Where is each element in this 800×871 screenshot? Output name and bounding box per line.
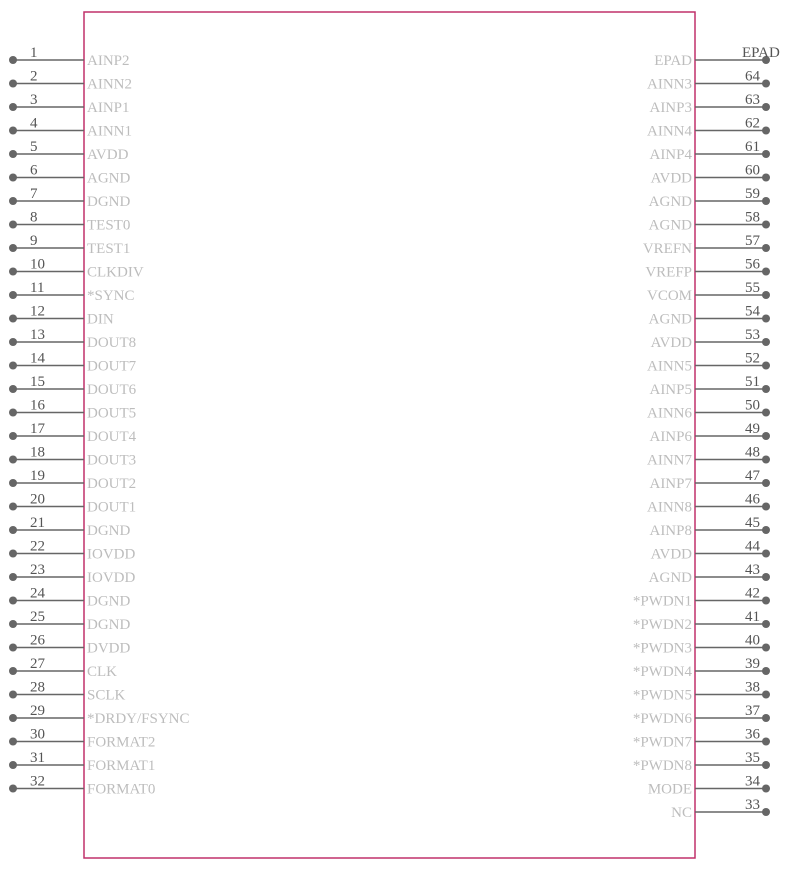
pin-name-label: AINN1	[87, 123, 132, 140]
pin-name-label: AINP6	[649, 429, 692, 445]
pin-left-6	[9, 163, 130, 187]
pin-name-label: *PWDN2	[632, 617, 692, 633]
pin-right-52	[647, 351, 770, 375]
pin-right-43	[649, 562, 770, 586]
left-pin-group	[9, 45, 190, 798]
pin-right-63	[649, 92, 770, 116]
pin-left-26	[9, 633, 130, 657]
pin-endpoint-dot	[9, 550, 17, 558]
pin-name-label: *PWDN3	[632, 640, 692, 657]
pin-endpoint-dot	[762, 479, 770, 487]
pin-number-label: 5	[30, 139, 38, 155]
pin-endpoint-dot	[9, 597, 17, 605]
pin-number-label: 26	[30, 632, 45, 649]
pin-endpoint-dot	[762, 526, 770, 534]
pin-name-label: AINN7	[647, 452, 692, 469]
pin-number-label: 22	[30, 538, 45, 555]
pin-number-label: 51	[745, 374, 760, 390]
pin-number-label: 32	[30, 773, 45, 790]
pin-endpoint-dot	[9, 315, 17, 323]
pin-right-39	[633, 656, 770, 680]
pin-right-61	[649, 139, 770, 163]
pin-name-label: AINP3	[649, 100, 692, 116]
pin-name-label: AINP4	[649, 147, 692, 163]
pin-left-2	[9, 69, 132, 93]
pin-name-label: AGND	[87, 170, 131, 187]
pin-right-56	[645, 257, 770, 281]
pin-left-9	[9, 233, 130, 257]
pin-endpoint-dot	[9, 526, 17, 534]
pin-name-label: DGND	[87, 523, 131, 539]
pin-endpoint-dot	[762, 456, 770, 464]
pin-endpoint-dot	[762, 80, 770, 88]
pin-endpoint-dot	[762, 291, 770, 299]
pin-number-label: 63	[745, 92, 760, 108]
pin-right-37	[633, 703, 770, 727]
pin-endpoint-dot	[9, 221, 17, 229]
pin-number-label: 29	[30, 703, 45, 719]
pin-number-label: 20	[30, 491, 45, 508]
pin-endpoint-dot	[9, 644, 17, 652]
pin-left-13	[9, 327, 136, 351]
pin-endpoint-dot	[9, 714, 17, 722]
pin-name-label: DOUT8	[87, 335, 137, 351]
pin-name-label: AVDD	[650, 170, 692, 187]
pin-number-label: 38	[745, 679, 760, 696]
pin-right-58	[649, 210, 770, 234]
pin-number-label: 30	[30, 726, 45, 743]
pin-endpoint-dot	[762, 808, 770, 816]
pin-right-53	[651, 327, 770, 351]
pin-right-33	[671, 797, 770, 821]
pin-left-14	[9, 351, 137, 375]
pin-left-21	[9, 515, 130, 539]
pin-endpoint-dot	[762, 691, 770, 699]
pin-endpoint-dot	[9, 409, 17, 417]
pin-left-5	[9, 139, 129, 163]
pin-endpoint-dot	[762, 362, 770, 370]
pin-endpoint-dot	[9, 362, 17, 370]
pin-number-label: 13	[30, 327, 45, 343]
pin-left-23	[9, 562, 135, 586]
pin-endpoint-dot	[762, 503, 770, 511]
pin-endpoint-dot	[762, 550, 770, 558]
pin-number-label: 2	[30, 68, 38, 85]
pin-name-label: AINP1	[87, 100, 130, 116]
pin-left-19	[9, 468, 136, 492]
pin-name-label: AINP5	[649, 382, 692, 398]
pin-endpoint-dot	[762, 432, 770, 440]
pin-number-label: 4	[30, 115, 38, 132]
pin-endpoint-dot	[762, 785, 770, 793]
pin-left-3	[9, 92, 130, 116]
pin-endpoint-dot	[9, 174, 17, 182]
pin-right-36	[633, 727, 770, 751]
pin-number-label: 48	[745, 444, 760, 461]
pin-endpoint-dot	[9, 456, 17, 464]
pin-endpoint-dot	[762, 385, 770, 393]
pin-number-label: 15	[30, 374, 45, 390]
pin-number-label: 50	[745, 397, 760, 414]
pin-number-label: 8	[30, 209, 38, 226]
pin-endpoint-dot	[9, 244, 17, 252]
pin-right-44	[651, 539, 770, 563]
pin-right-EPAD	[654, 45, 780, 69]
pin-number-label: 19	[30, 468, 45, 484]
right-pin-group	[633, 45, 780, 821]
pin-name-label: AINN5	[647, 358, 692, 375]
pin-endpoint-dot	[762, 761, 770, 769]
pin-number-label: 12	[30, 303, 45, 320]
pin-name-label: VREFP	[645, 264, 692, 281]
pin-endpoint-dot	[762, 244, 770, 252]
pin-left-11	[9, 280, 135, 304]
pin-number-label: 64	[745, 68, 760, 85]
pin-number-label: 23	[30, 562, 45, 578]
pin-right-57	[643, 233, 770, 257]
pin-right-48	[647, 445, 770, 469]
pin-endpoint-dot	[9, 738, 17, 746]
pin-name-label: AINP7	[649, 476, 692, 492]
pin-name-label: IOVDD	[87, 546, 136, 563]
pin-endpoint-dot	[762, 738, 770, 746]
pin-name-label: AINP8	[649, 523, 692, 539]
pin-left-10	[9, 257, 144, 281]
pin-endpoint-dot	[9, 197, 17, 205]
pin-name-label: VREFN	[642, 241, 692, 257]
pin-endpoint-dot	[762, 597, 770, 605]
pin-name-label: *PWDN4	[632, 664, 692, 680]
pin-left-31	[9, 750, 155, 774]
pin-number-label: 14	[30, 350, 45, 367]
pin-left-8	[9, 210, 130, 234]
pin-endpoint-dot	[762, 644, 770, 652]
pin-number-label: 58	[745, 209, 760, 226]
pin-endpoint-dot	[9, 291, 17, 299]
pin-right-47	[649, 468, 770, 492]
pin-number-label: 35	[745, 750, 760, 766]
pin-name-label: AVDD	[650, 335, 692, 351]
pin-name-label: FORMAT1	[87, 758, 156, 774]
pin-number-label: 16	[30, 397, 45, 414]
pin-name-label: DOUT6	[87, 382, 137, 398]
pin-name-label: FORMAT2	[87, 734, 156, 751]
pin-name-label: *PWDN8	[632, 758, 692, 774]
pin-name-label: DVDD	[87, 640, 131, 657]
pin-left-16	[9, 398, 136, 422]
pin-endpoint-dot	[9, 56, 17, 64]
pin-right-60	[651, 163, 770, 187]
pin-number-label: 1	[30, 45, 38, 61]
pin-endpoint-dot	[9, 80, 17, 88]
pin-endpoint-dot	[9, 103, 17, 111]
pin-endpoint-dot	[9, 785, 17, 793]
pin-right-62	[647, 116, 770, 140]
pin-number-label: 47	[745, 468, 760, 484]
pin-name-label: AGND	[648, 570, 692, 586]
pin-name-label: DGND	[87, 617, 131, 633]
pin-number-label: 44	[745, 538, 760, 555]
pin-endpoint-dot	[762, 620, 770, 628]
pin-endpoint-dot	[762, 103, 770, 111]
pin-name-label: DOUT5	[87, 405, 137, 422]
ic-body-outline	[84, 12, 695, 858]
pin-number-label: 42	[745, 585, 760, 602]
pin-right-46	[647, 492, 770, 516]
pin-name-label: *DRDY/FSYNC	[87, 711, 190, 727]
pin-name-label: *SYNC	[87, 288, 135, 304]
pin-name-label: AINN8	[647, 499, 692, 516]
pin-name-label: DGND	[87, 593, 131, 610]
pin-name-label: AVDD	[87, 147, 129, 163]
pin-left-30	[9, 727, 155, 751]
pin-endpoint-dot	[9, 620, 17, 628]
pin-name-label: DOUT7	[87, 358, 137, 375]
pin-number-label: 49	[745, 421, 760, 437]
pin-right-35	[633, 750, 770, 774]
pin-name-label: IOVDD	[87, 570, 136, 586]
pin-name-label: *PWDN5	[632, 687, 692, 704]
pin-left-1	[9, 45, 130, 69]
pin-name-label: *PWDN1	[632, 593, 692, 610]
pin-endpoint-dot	[9, 432, 17, 440]
pin-left-29	[9, 703, 190, 727]
pin-number-label: 11	[30, 280, 45, 296]
pin-number-label: 18	[30, 444, 45, 461]
pin-name-label: MODE	[647, 781, 692, 798]
pin-name-label: NC	[671, 805, 692, 821]
pin-number-label: 36	[745, 726, 760, 743]
pin-number-label: 61	[745, 139, 760, 155]
pin-number-label: 46	[745, 491, 760, 508]
pin-endpoint-dot	[762, 409, 770, 417]
pin-endpoint-dot	[762, 197, 770, 205]
pin-name-label: CLKDIV	[87, 264, 144, 281]
pin-name-label: AINP2	[87, 53, 130, 69]
pin-left-27	[9, 656, 117, 680]
pin-right-64	[647, 69, 770, 93]
pin-endpoint-dot	[9, 667, 17, 675]
pin-number-label: 37	[745, 703, 760, 719]
pin-endpoint-dot	[762, 150, 770, 158]
pin-name-label: AGND	[648, 217, 692, 234]
pin-right-34	[648, 774, 770, 798]
pin-endpoint-dot	[762, 174, 770, 182]
pin-number-label: 28	[30, 679, 45, 696]
pin-number-label: 9	[30, 233, 38, 249]
pin-number-label: 60	[745, 162, 760, 179]
pin-endpoint-dot	[762, 714, 770, 722]
pin-left-28	[9, 680, 126, 704]
pin-endpoint-dot	[9, 338, 17, 346]
pin-number-label: 43	[745, 562, 760, 578]
pin-right-40	[633, 633, 770, 657]
pin-name-label: *PWDN6	[632, 711, 692, 727]
pin-left-15	[9, 374, 137, 398]
pin-number-label: 31	[30, 750, 45, 766]
pin-right-51	[649, 374, 770, 398]
pin-left-24	[9, 586, 130, 610]
pin-number-label: 3	[30, 92, 38, 108]
pin-number-label: 52	[745, 350, 760, 367]
pin-name-label: AGND	[648, 311, 692, 328]
pin-endpoint-dot	[9, 573, 17, 581]
pin-number-label: 53	[745, 327, 760, 343]
pin-name-label: DIN	[87, 311, 114, 328]
pin-endpoint-dot	[9, 503, 17, 511]
pin-endpoint-dot	[9, 761, 17, 769]
pin-number-label: 25	[30, 609, 45, 625]
pin-number-label: 55	[745, 280, 760, 296]
pin-right-59	[649, 186, 770, 210]
pin-name-label: FORMAT0	[87, 781, 156, 798]
pin-number-label: 6	[30, 162, 38, 179]
pin-left-32	[9, 774, 155, 798]
pin-right-42	[633, 586, 770, 610]
pin-number-label: 39	[745, 656, 760, 672]
pin-number-label: 56	[745, 256, 760, 273]
pin-number-label: 62	[745, 115, 760, 132]
pin-name-label: AINN4	[647, 123, 692, 140]
pin-name-label: DOUT2	[87, 476, 137, 492]
pin-name-label: DOUT3	[87, 452, 137, 469]
pin-right-41	[633, 609, 770, 633]
pin-right-38	[633, 680, 770, 704]
pin-right-55	[647, 280, 770, 304]
pin-name-label: AINN2	[87, 76, 132, 93]
pin-name-label: TEST1	[87, 241, 131, 257]
pin-number-label: 59	[745, 186, 760, 202]
pin-name-label: DOUT1	[87, 499, 137, 516]
pin-left-22	[9, 539, 135, 563]
pin-endpoint-dot	[9, 385, 17, 393]
pin-left-17	[9, 421, 137, 445]
pin-name-label: EPAD	[654, 53, 692, 69]
pin-name-label: *PWDN7	[632, 734, 692, 751]
pin-number-label: 57	[745, 233, 760, 249]
pin-name-label: SCLK	[87, 687, 126, 704]
pin-right-45	[649, 515, 770, 539]
pin-number-label: 45	[745, 515, 760, 531]
pin-number-label: 54	[745, 303, 760, 320]
pin-number-label: 21	[30, 515, 45, 531]
pin-number-label: 24	[30, 585, 45, 602]
pin-endpoint-dot	[762, 221, 770, 229]
pin-number-label: 27	[30, 656, 45, 672]
pin-right-54	[649, 304, 770, 328]
pin-number-label: EPAD	[742, 45, 780, 61]
pin-left-7	[9, 186, 130, 210]
pin-name-label: TEST0	[87, 217, 131, 234]
pin-endpoint-dot	[762, 338, 770, 346]
pin-endpoint-dot	[762, 315, 770, 323]
pin-name-label: CLK	[87, 664, 117, 680]
pin-endpoint-dot	[762, 667, 770, 675]
pin-number-label: 33	[745, 797, 760, 813]
pin-number-label: 34	[745, 773, 760, 790]
pin-left-25	[9, 609, 130, 633]
pin-name-label: AINN3	[647, 76, 692, 93]
pin-endpoint-dot	[9, 150, 17, 158]
pin-endpoint-dot	[762, 127, 770, 135]
pin-left-4	[9, 116, 132, 140]
pin-number-label: 41	[745, 609, 760, 625]
pin-endpoint-dot	[9, 268, 17, 276]
pin-number-label: 17	[30, 421, 45, 437]
pin-number-label: 7	[30, 186, 38, 202]
pin-right-50	[647, 398, 770, 422]
pin-name-label: VCOM	[646, 288, 692, 304]
pin-name-label: DGND	[87, 194, 131, 210]
pin-endpoint-dot	[9, 479, 17, 487]
pin-endpoint-dot	[9, 691, 17, 699]
pin-endpoint-dot	[9, 127, 17, 135]
pin-name-label: AVDD	[650, 546, 692, 563]
pin-endpoint-dot	[762, 268, 770, 276]
pin-number-label: 10	[30, 256, 45, 273]
pin-endpoint-dot	[762, 573, 770, 581]
pin-left-12	[9, 304, 114, 328]
pin-name-label: DOUT4	[87, 429, 137, 445]
pin-number-label: 40	[745, 632, 760, 649]
pin-left-20	[9, 492, 136, 516]
pin-right-49	[649, 421, 770, 445]
pin-name-label: AGND	[648, 194, 692, 210]
pin-left-18	[9, 445, 136, 469]
pin-name-label: AINN6	[647, 405, 692, 422]
